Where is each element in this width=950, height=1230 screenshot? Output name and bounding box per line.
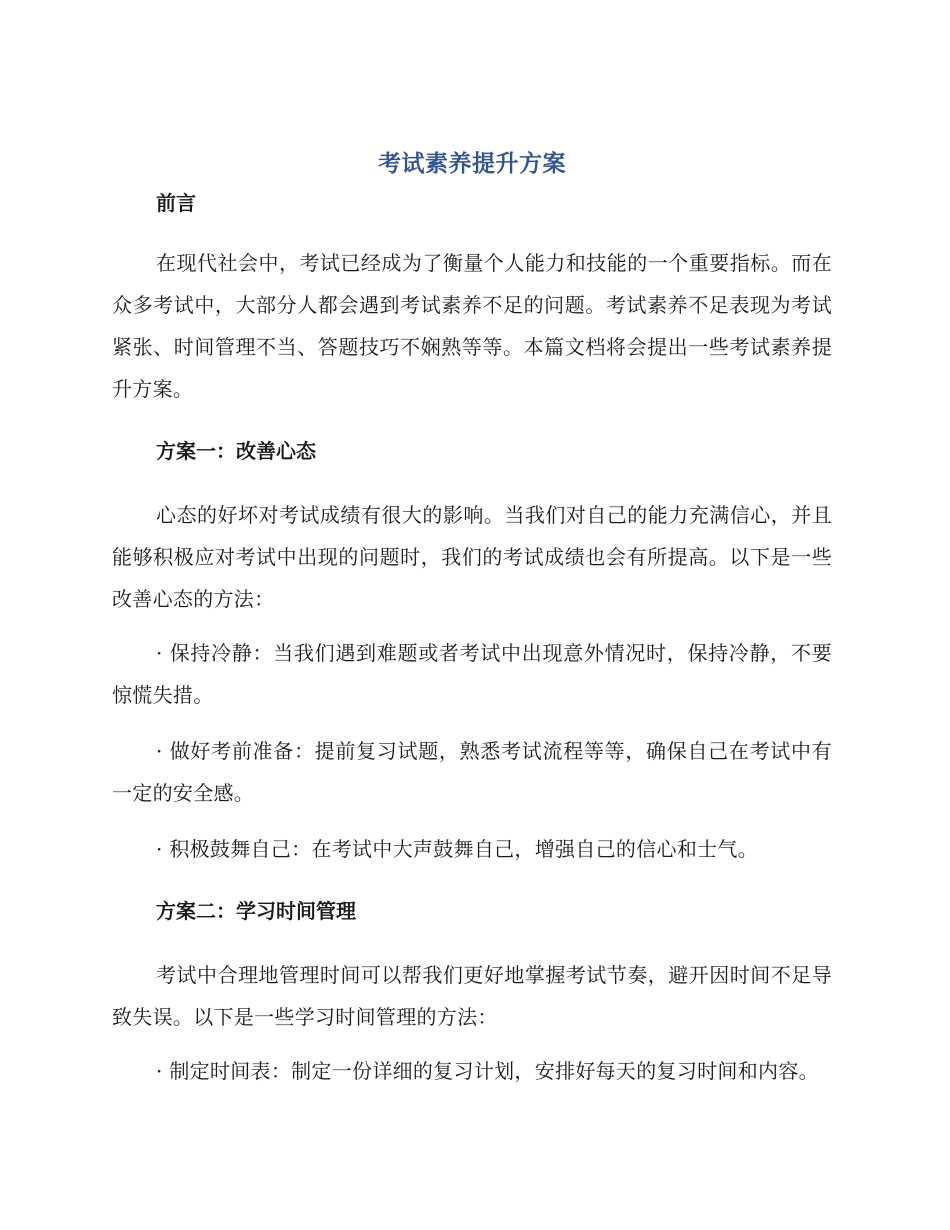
section1-item-calm: · 保持冷静：当我们遇到难题或者考试中出现意外情况时，保持冷静，不要惊慌失措。 (112, 641, 832, 707)
section2-item-schedule: · 制定时间表：制定一份详细的复习计划，安排好每天的复习时间和内容。 (156, 1059, 819, 1083)
section1-item-encourage: · 积极鼓舞自己：在考试中大声鼓舞自己，增强自己的信心和士气。 (156, 837, 759, 861)
document-page (112, 140, 832, 1092)
section1-heading: 方案一：改善心态 (156, 439, 316, 463)
section1-item-prepare: · 做好考前准备：提前复习试题，熟悉考试流程等等，确保自己在考试中有一定的安全感。 (112, 739, 832, 805)
preface-paragraph: 在现代社会中，考试已经成为了衡量个人能力和技能的一个重要指标。而在众多考试中，大部分人都会遇到考试素养不足的问题。考试素养不足表现为考试紧张、时间管理不当、答题技巧不娴熟等等。本篇文档将会提出一些考试素养提升方案。 (112, 251, 832, 401)
document-title: 考试素养提升方案 (378, 151, 566, 177)
section2-heading: 方案二：学习时间管理 (156, 899, 356, 923)
section1-intro: 心态的好坏对考试成绩有很大的影响。当我们对自己的能力充满信心，并且能够积极应对考试中出现的问题时，我们的考试成绩也会有所提高。以下是一些改善心态的方法： (112, 503, 832, 611)
preface-heading: 前言 (156, 191, 196, 215)
section2-intro: 考试中合理地管理时间可以帮我们更好地掌握考试节奏，避开因时间不足导致失误。以下是一些学习时间管理的方法： (112, 963, 832, 1029)
